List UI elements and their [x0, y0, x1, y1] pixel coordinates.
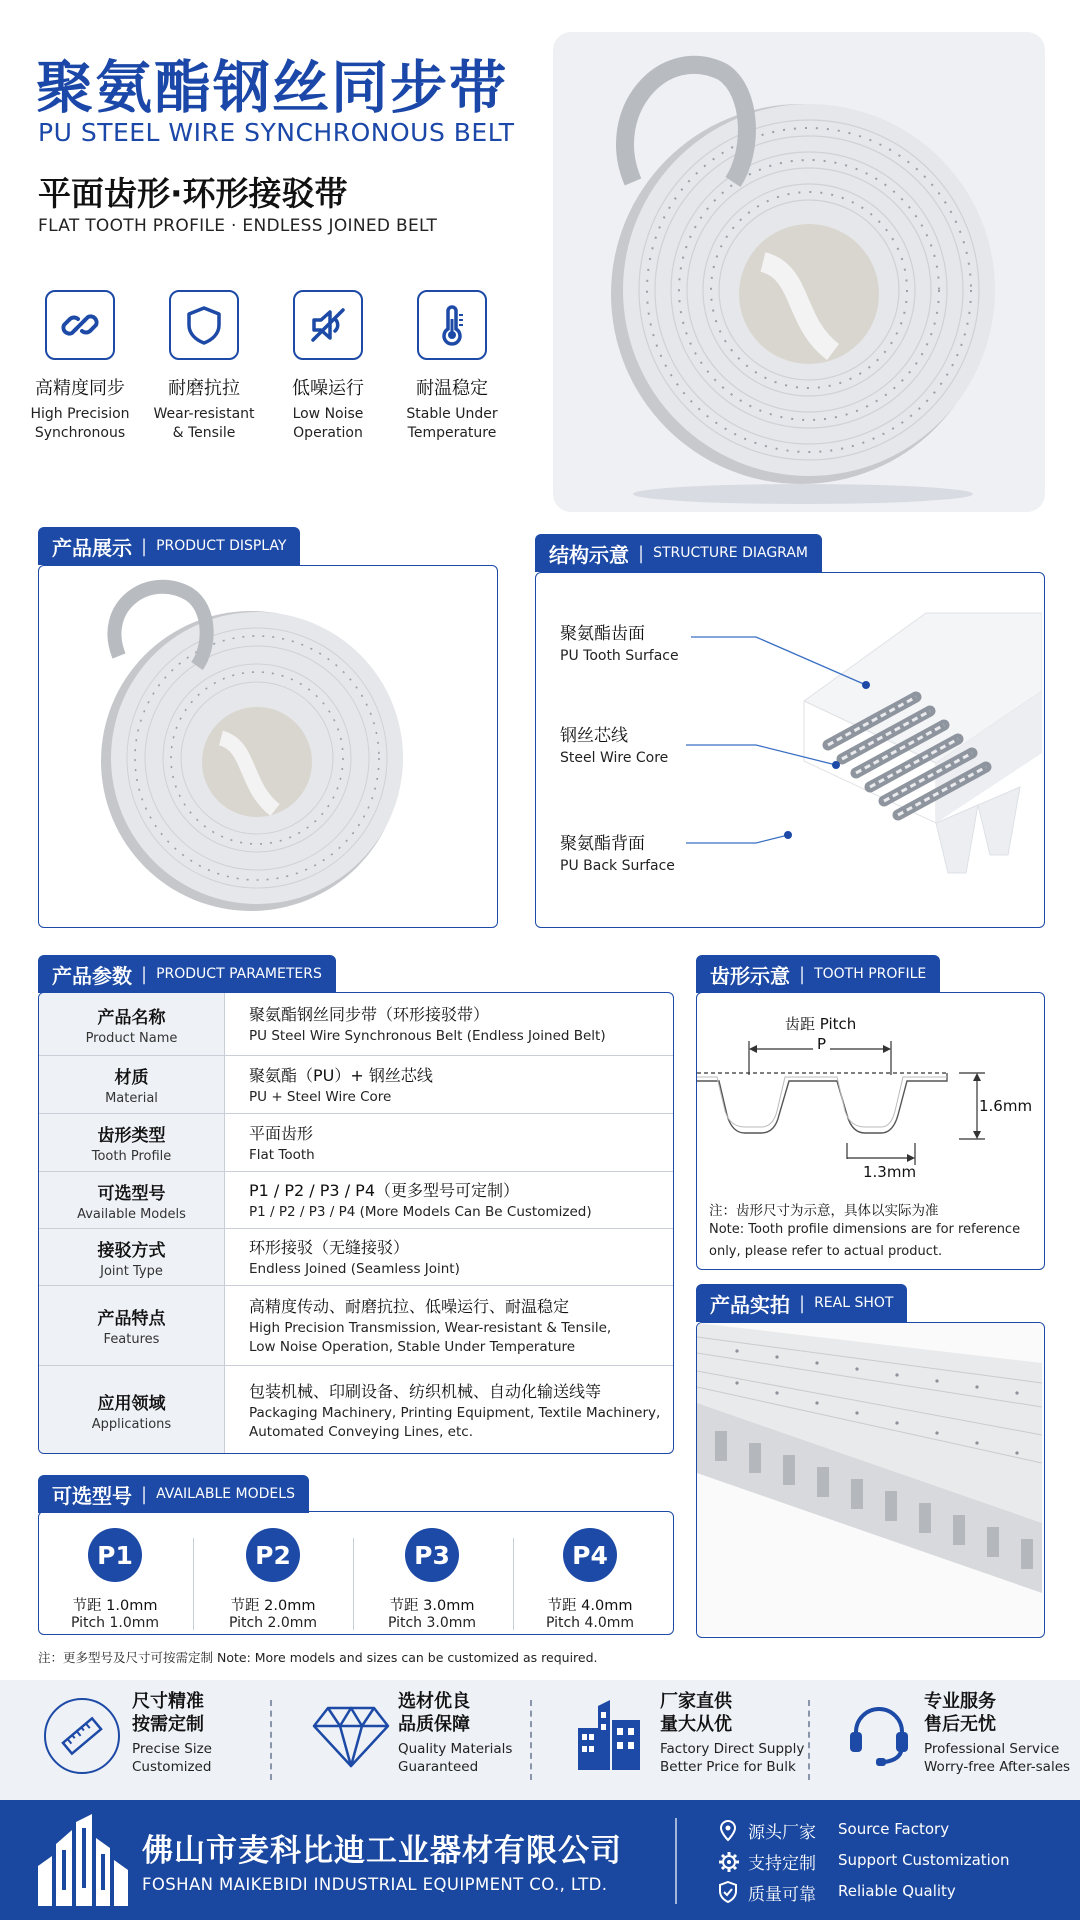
subtitle: 平面齿形·环形接驳带: [38, 174, 348, 213]
divider: [675, 1818, 677, 1904]
divider: [530, 1700, 532, 1780]
label-tooth-surface: 聚氨酯齿面 PU Tooth Surface: [560, 624, 679, 664]
table-row: 产品特点 Features 高精度传动、耐磨抗拉、低噪运行、耐温稳定 High Precision Transmission, Wear-resistant & Tensile, Low Noise Operation, Stable Under Temperature: [39, 1286, 673, 1366]
structure-panel: [535, 572, 1045, 928]
divider: [353, 1538, 354, 1630]
table-row: 齿形类型 Tooth Profile 平面齿形 Flat Tooth: [39, 1114, 673, 1172]
ruler-icon: [44, 1698, 120, 1774]
customization-note: 注：更多型号及尺寸可按需定制 Note: More models and sizes can be customized as required.: [38, 1650, 598, 1665]
page-title: 聚氨酯钢丝同步带: [36, 55, 508, 121]
page-title-en: PU STEEL WIRE SYNCHRONOUS BELT: [38, 118, 515, 147]
company-name: 佛山市麦科比迪工业器材有限公司: [142, 1833, 622, 1869]
hero-belt-image: [553, 32, 1045, 512]
height-label: 1.6mm: [979, 1097, 1033, 1115]
divider: [193, 1538, 194, 1630]
feature-desc: Low Noise Operation: [292, 406, 364, 441]
tooth-note-en1: Note: Tooth profile dimensions are for reference: [709, 1222, 1021, 1237]
label-back-surface: 聚氨酯背面 PU Back Surface: [560, 834, 675, 874]
company-logo-icon: [38, 1814, 128, 1906]
real-shot-panel: [696, 1322, 1045, 1638]
tooth-note-cn: 注：齿形尺寸为示意，具体以实际为准: [709, 1203, 939, 1219]
section-tag-params: 产品参数 | PRODUCT PARAMETERS: [38, 955, 336, 993]
feature-label: 耐磨抗拉: [168, 378, 240, 399]
model-badge: P1: [88, 1528, 142, 1582]
feature-item: [20, 290, 140, 443]
model-pitch-cn: 节距 4.0mm: [547, 1598, 633, 1614]
service-item: 尺寸精准 按需定制 Precise Size Customized: [44, 1690, 274, 1790]
table-row: 应用领域 Applications 包装机械、印刷设备、纺织机械、自动化输送线等 Packaging Machinery, Printing Equipment, Textile Machinery, Automated Conveying Lines, etc.: [39, 1366, 673, 1454]
service-item: 选材优良 品质保障 Quality Materials Guaranteed: [310, 1690, 540, 1790]
tooth-profile-drawing: [697, 993, 1042, 1183]
table-row: 可选型号 Available Models P1 / P2 / P3 / P4（更多型号可定制） P1 / P2 / P3 / P4 (More Models Can Be Customized): [39, 1172, 673, 1229]
model-pitch-cn: 节距 3.0mm: [389, 1598, 475, 1614]
table-row: 接驳方式 Joint Type 环形接驳（无缝接驳） Endless Joined (Seamless Joint): [39, 1229, 673, 1286]
model-card-p1: [40, 1528, 190, 1631]
model-pitch-cn: 节距 1.0mm: [72, 1598, 158, 1614]
parameters-table: [38, 992, 674, 1454]
feature-desc: Wear-resistant & Tensile: [153, 406, 255, 441]
section-tag-tooth: 齿形示意 | TOOTH PROFILE: [696, 955, 940, 993]
model-pitch-en: Pitch 1.0mm: [70, 1615, 160, 1631]
model-card-p4: [515, 1528, 665, 1631]
label-steel-core: 钢丝芯线 Steel Wire Core: [560, 726, 669, 766]
model-card-p3: [357, 1528, 507, 1631]
footer-feature-quality: 质量可靠 Reliable Quality: [718, 1880, 1058, 1906]
feature-item: [392, 290, 512, 443]
footer-feature-source: 源头厂家 Source Factory: [718, 1818, 1058, 1844]
headset-icon: [846, 1702, 912, 1774]
company-name-en: FOSHAN MAIKEBIDI INDUSTRIAL EQUIPMENT CO., LTD.: [142, 1875, 608, 1894]
section-tag-models: 可选型号 | AVAILABLE MODELS: [38, 1475, 309, 1513]
table-row: 产品名称 Product Name 聚氨酯钢丝同步带（环形接驳带） PU Steel Wire Synchronous Belt (Endless Joined Belt): [39, 993, 673, 1056]
section-tag-realshot: 产品实拍 | REAL SHOT: [696, 1284, 907, 1322]
diamond-icon: [312, 1704, 390, 1772]
model-pitch-en: Pitch 2.0mm: [228, 1615, 318, 1631]
footer-feature-custom: 支持定制 Support Customization: [718, 1849, 1058, 1875]
divider: [270, 1700, 272, 1780]
belt-closeup-image: [697, 1323, 1042, 1635]
tooth-note-en2: only, please refer to actual product.: [709, 1244, 943, 1259]
model-card-p2: [198, 1528, 348, 1631]
footer: [0, 1800, 1080, 1920]
thermometer-icon: [417, 290, 487, 360]
gear-icon: [718, 1851, 740, 1873]
section-tag-structure: 结构示意 | STRUCTURE DIAGRAM: [535, 534, 822, 572]
service-item: 专业服务 售后无忧 Professional Service Worry-free After-sales: [846, 1690, 1076, 1790]
service-item: 厂家直供 量大从优 Factory Direct Supply Better Price for Bulk: [572, 1690, 812, 1790]
shield-icon: [169, 290, 239, 360]
product-display-panel: [38, 565, 498, 928]
divider: [808, 1700, 810, 1780]
feature-label: 高精度同步: [35, 378, 125, 399]
divider: [513, 1538, 514, 1630]
feature-label: 低噪运行: [292, 378, 364, 399]
check-shield-icon: [718, 1881, 738, 1903]
belt-roll-image: [39, 566, 495, 925]
section-tag-display: 产品展示 | PRODUCT DISPLAY: [38, 527, 300, 565]
subtitle-en: FLAT TOOTH PROFILE · ENDLESS JOINED BELT: [38, 216, 438, 236]
table-row: 材质 Material 聚氨酯（PU）+ 钢丝芯线 PU + Steel Wire Core: [39, 1056, 673, 1114]
model-pitch-en: Pitch 3.0mm: [387, 1615, 477, 1631]
feature-label: 耐温稳定: [416, 378, 488, 399]
model-badge: P4: [563, 1528, 617, 1582]
model-pitch-en: Pitch 4.0mm: [545, 1615, 635, 1631]
feature-item: [268, 290, 388, 443]
model-pitch-cn: 节距 2.0mm: [230, 1598, 316, 1614]
mute-speaker-icon: [293, 290, 363, 360]
factory-icon: [576, 1698, 642, 1776]
width-label: 1.3mm: [863, 1163, 917, 1181]
pitch-symbol: P: [813, 1035, 830, 1053]
model-badge: P3: [405, 1528, 459, 1582]
pin-icon: [718, 1820, 738, 1842]
model-badge: P2: [246, 1528, 300, 1582]
feature-desc: Stable Under Temperature: [406, 406, 498, 441]
link-icon: [45, 290, 115, 360]
feature-item: [144, 290, 264, 443]
pitch-label: 齿距 Pitch: [785, 1015, 857, 1033]
tooth-profile-panel: [696, 992, 1045, 1270]
feature-desc: High Precision Synchronous: [30, 406, 130, 441]
